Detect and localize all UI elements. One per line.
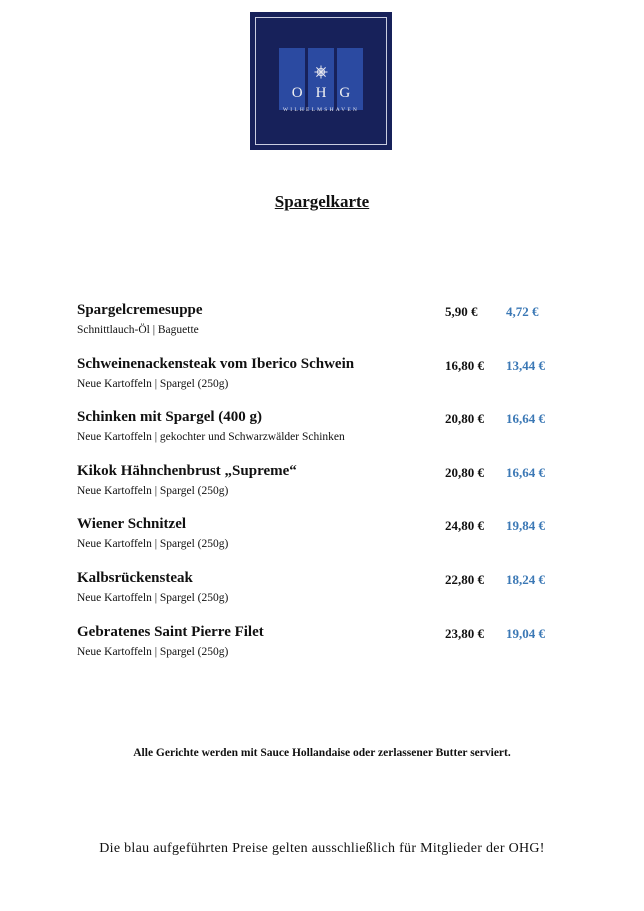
- item-name: Kalbsrückensteak: [77, 570, 193, 586]
- item-member-price: 4,72 €: [506, 304, 539, 319]
- member-price-footer: Die blau aufgeführten Preise gelten ausschließlich für Mitglieder der OHG!: [99, 841, 545, 856]
- item-member-price: 18,24 €: [506, 572, 545, 587]
- item-price: 5,90 €: [445, 304, 478, 319]
- item-description: Neue Kartoffeln | Spargel (250g): [77, 378, 229, 390]
- item-name: Schweinenackensteak vom Iberico Schwein: [77, 356, 355, 372]
- page-title: Spargelkarte: [274, 192, 370, 211]
- menu-item: [77, 409, 577, 457]
- logo-letters: OHG: [291, 85, 364, 101]
- item-description: Neue Kartoffeln | Spargel (250g): [77, 646, 229, 658]
- item-member-price: 19,04 €: [506, 626, 545, 641]
- item-description: Neue Kartoffeln | Spargel (250g): [77, 592, 229, 604]
- item-price: 24,80 €: [445, 518, 484, 533]
- ship-wheel-icon: [314, 65, 328, 79]
- item-member-price: 13,44 €: [506, 358, 545, 373]
- sauce-note: Alle Gerichte werden mit Sauce Hollandaise oder zerlassener Butter serviert.: [133, 747, 511, 759]
- ohg-logo: [250, 12, 392, 150]
- item-price: 22,80 €: [445, 572, 484, 587]
- item-price: 20,80 €: [445, 465, 484, 480]
- menu-item: [77, 356, 577, 404]
- item-description: Neue Kartoffeln | Spargel (250g): [77, 538, 229, 550]
- item-description: Schnittlauch-Öl | Baguette: [77, 324, 199, 336]
- menu-item: [77, 570, 577, 618]
- item-price: 16,80 €: [445, 358, 484, 373]
- menu-item: [77, 463, 577, 511]
- item-member-price: 16,64 €: [506, 411, 545, 426]
- item-name: Wiener Schnitzel: [77, 516, 187, 532]
- item-member-price: 19,84 €: [506, 518, 545, 533]
- item-name: Spargelcremesuppe: [77, 302, 203, 318]
- item-price: 20,80 €: [445, 411, 484, 426]
- item-name: Kikok Hähnchenbrust „Supreme“: [77, 463, 297, 479]
- logo-subtitle: WILHELMSHAVEN: [282, 107, 360, 113]
- menu-item: [77, 302, 577, 350]
- item-name: Schinken mit Spargel (400 g): [77, 409, 263, 425]
- item-description: Neue Kartoffeln | gekochter und Schwarzwälder Schinken: [77, 431, 345, 443]
- item-member-price: 16,64 €: [506, 465, 545, 480]
- menu-item: [77, 624, 577, 672]
- item-name: Gebratenes Saint Pierre Filet: [77, 624, 264, 640]
- item-price: 23,80 €: [445, 626, 484, 641]
- item-description: Neue Kartoffeln | Spargel (250g): [77, 485, 229, 497]
- menu-item: [77, 516, 577, 564]
